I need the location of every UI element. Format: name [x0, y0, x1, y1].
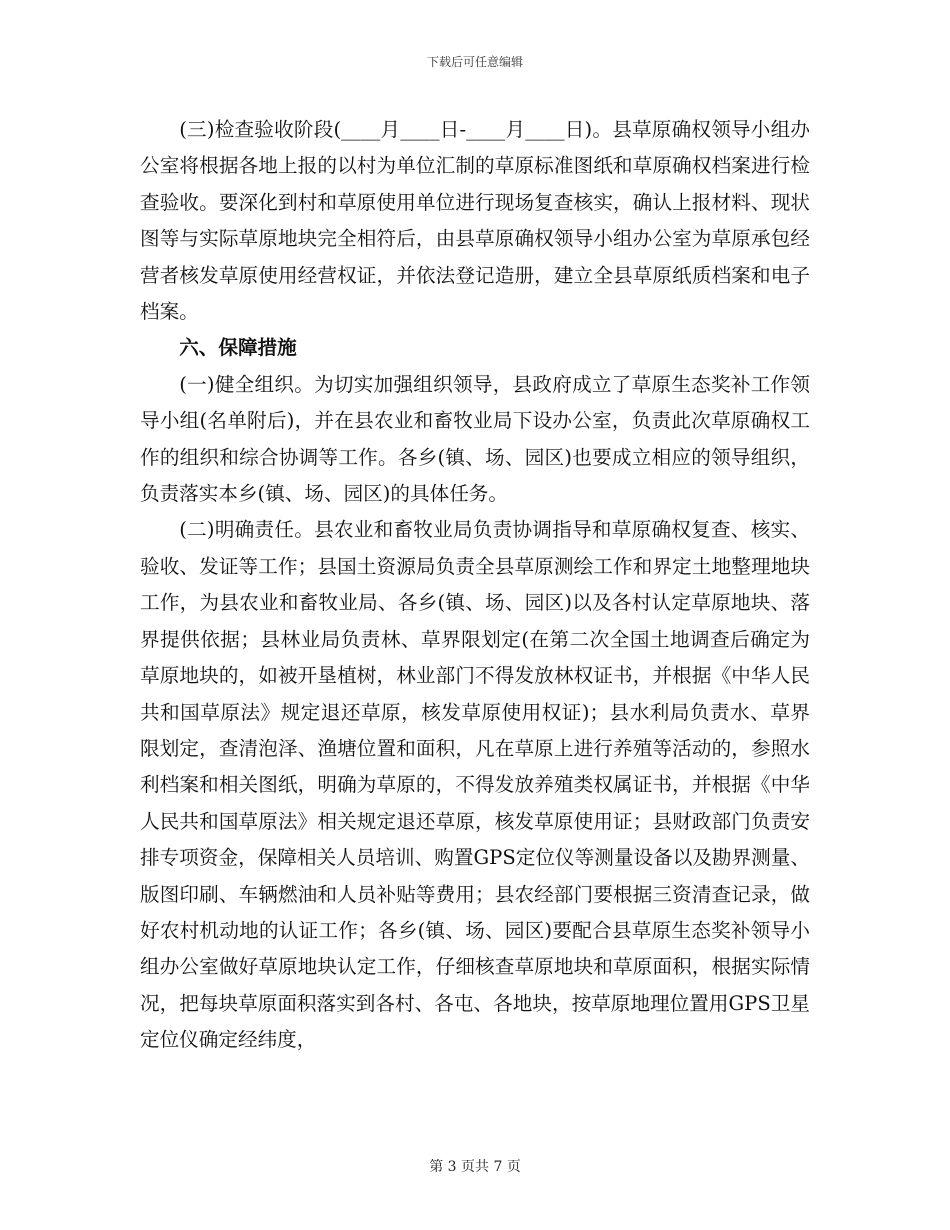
page-number: 第 3 页共 7 页 — [429, 1159, 521, 1175]
paragraph-organization: (一)健全组织。为切实加强组织领导，县政府成立了草原生态奖补工作领导小组(名单附后)，并在县农业和畜牧业局下设办公室，负责此次草原确权工作的组织和综合协调等工作。各乡(镇、场、园区)也要成立相应的领导组织，负责落实本乡(镇、场、园区)的具体任务。 — [140, 372, 810, 506]
paragraph-inspection-stage: (三)检查验收阶段(____月____日-____月____日)。县草原确权领导小组办公室将根据各地上报的以村为单位汇制的草原标准图纸和草原确权档案进行检查验收。要深化到村和草原使用单位进行现场复查核实，确认上报材料、现状图等与实际草原地块完全相符后，由县草原确权领导小组办公室为草原承包经营者核发草原使用经营权证，并依法登记造册，建立全县草原纸质档案和电子档案。 — [140, 118, 810, 324]
paragraph-responsibilities: (二)明确责任。县农业和畜牧业局负责协调指导和草原确权复查、核实、验收、发证等工作；县国土资源局负责全县草原测绘工作和界定土地整理地块工作，为县农业和畜牧业局、各乡(镇、场、园区)以及各村认定草原地块、落界提供依据；县林业局负责林、草界限划定(在第二次全国土地调查后确定为草原地块的，如被开垦植树，林业部门不得发放林权证书，并根据《中华人民共和国草原法》规定退还草原，核发草原使用权证)；县水利局负责水、草界限划定，查清泡泽、渔塘位置和面积，凡在草原上进行养殖等活动的，参照水利档案和相关图纸，明确为草原的，不得发放养殖类权属证书，并根据《中华人民共和国草原法》相关规定退还草原，核发草原使用证；县财政部门负责安排专项资金，保障相关人员培训、购置GPS定位仪等测量设备以及勘界测量、版图印刷、车辆燃油和人员补贴等费用；县农经部门要根据三资清查记录，做好农村机动地的认证工作；各乡(镇、场、园区)要配合县草原生态奖补领导小组办公室做好草原地块认定工作，仔细核查草原地块和草原面积，根据实际情况，把每块草原面积落实到各村、各屯、各地块，按草原地理位置用GPS卫星定位仪确定经纬度， — [140, 518, 810, 1052]
page-header: 下载后可任意编辑 — [426, 55, 523, 69]
section-heading-safeguards: 六、保障措施 — [179, 336, 297, 360]
document-body — [140, 112, 810, 1059]
